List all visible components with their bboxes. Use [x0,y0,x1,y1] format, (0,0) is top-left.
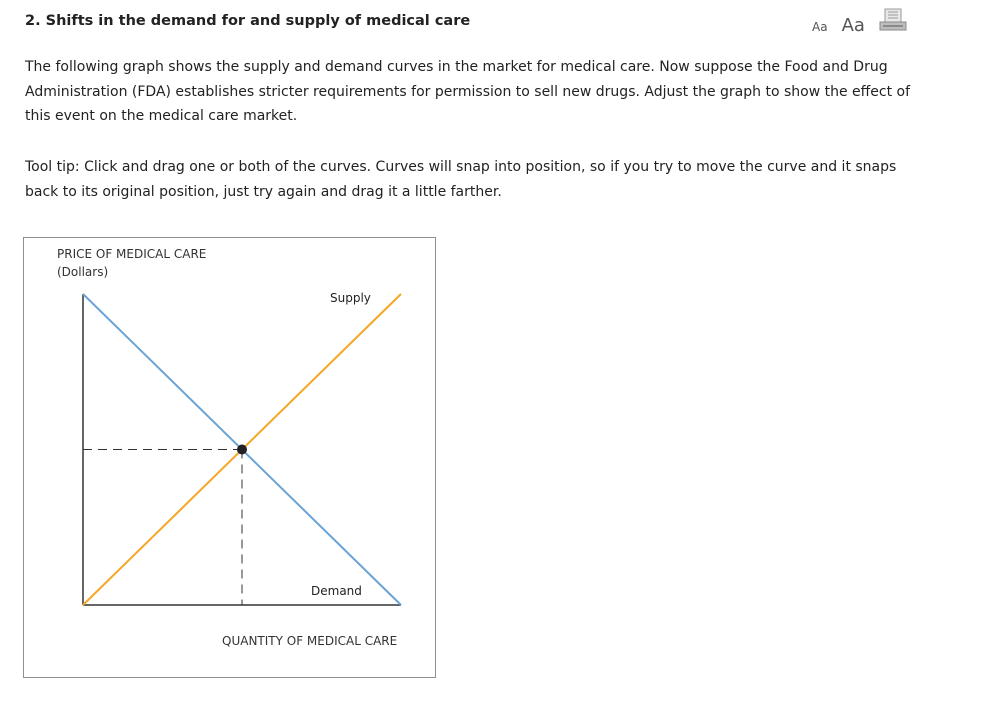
print-icon [879,8,907,32]
font-size-large-button[interactable]: Aa [841,15,865,36]
supply-curve-label: Supply [330,291,371,305]
question-title: 2. Shifts in the demand for and supply of medical care [25,13,471,29]
x-axis-label: QUANTITY OF MEDICAL CARE [222,634,398,648]
supply-demand-graph [23,237,436,678]
print-button[interactable] [879,8,907,36]
equilibrium-point [237,445,247,455]
toolbar [812,10,907,36]
question-paragraph: The following graph shows the supply and demand curves in the market for medical care. Now suppose the Food and Drug Administration (FDA) establishes stricter requirements for permission to sell new drugs. Adjust the graph to show the effect of this event on the medical care market. [25,59,911,124]
y-axis-label-line1: PRICE OF MEDICAL CARE [57,247,207,261]
demand-curve-label: Demand [311,584,362,598]
chart-svg [24,238,435,677]
font-size-small-button[interactable]: Aa [812,20,828,34]
y-axis-label-line2: (Dollars) [57,265,109,279]
tooltip-text: Tool tip: Click and drag one or both of the curves. Curves will snap into position, so if you try to move the curve and it snaps back to its original position, just try again and drag it a little farther. [25,159,897,200]
